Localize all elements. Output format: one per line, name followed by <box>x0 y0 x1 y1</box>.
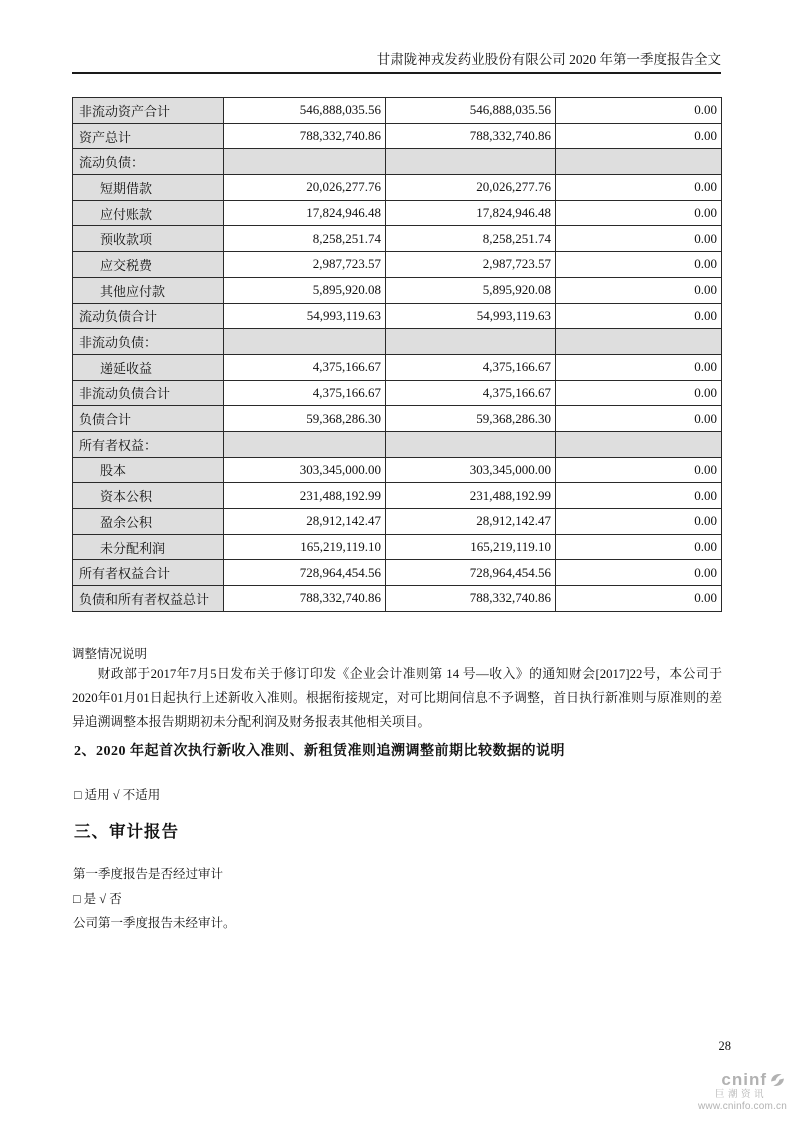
row-value: 728,964,454.56 <box>386 560 556 586</box>
row-value: 28,912,142.47 <box>224 509 386 535</box>
row-value <box>386 329 556 355</box>
row-value <box>556 329 722 355</box>
audit-statement: 公司第一季度报告未经审计。 <box>73 916 236 930</box>
row-value: 165,219,119.10 <box>224 534 386 560</box>
balance-sheet-table <box>72 97 722 612</box>
cninfo-logo-subtitle: 巨潮资讯 <box>714 1089 767 1100</box>
row-value: 0.00 <box>556 303 722 329</box>
audit-report-heading: 三、审计报告 <box>74 822 179 841</box>
row-value: 0.00 <box>556 534 722 560</box>
cninfo-swirl-icon <box>768 1071 787 1089</box>
table-row <box>73 406 722 432</box>
row-label: 预收款项 <box>73 226 224 252</box>
row-label: 非流动负债： <box>73 329 224 355</box>
table-row <box>73 380 722 406</box>
page-number: 28 <box>718 1039 731 1053</box>
row-value: 231,488,192.99 <box>386 483 556 509</box>
table-row <box>73 277 722 303</box>
adjustment-note-paragraph: 财政部于2017年7月5日发布关于修订印发《企业会计准则第 14 号—收入》的通知财会[2017]22号，本公司于2020年01月01日起执行上述新收入准则。根据衔接规定，对可比期间信息不予调整，首日执行新准则与原准则的差异追溯调整本报告期期初未分配利润及财务报表其他相关项目。 <box>72 667 722 729</box>
row-value: 0.00 <box>556 98 722 124</box>
row-value <box>224 329 386 355</box>
row-value: 0.00 <box>556 560 722 586</box>
row-value: 546,888,035.56 <box>224 98 386 124</box>
cninfo-logo-url: www.cninfo.com.cn <box>698 1100 787 1112</box>
row-label: 所有者权益： <box>73 431 224 457</box>
row-value: 2,987,723.57 <box>224 252 386 278</box>
row-label: 非流动资产合计 <box>73 98 224 124</box>
row-value: 0.00 <box>556 175 722 201</box>
table-row <box>73 534 722 560</box>
row-value <box>386 149 556 175</box>
row-value: 4,375,166.67 <box>224 380 386 406</box>
row-value: 2,987,723.57 <box>386 252 556 278</box>
row-value: 303,345,000.00 <box>386 457 556 483</box>
row-value: 20,026,277.76 <box>224 175 386 201</box>
row-value <box>556 149 722 175</box>
cninfo-logo-row <box>698 1071 787 1089</box>
table-row <box>73 98 722 124</box>
row-value: 17,824,946.48 <box>224 200 386 226</box>
row-value: 165,219,119.10 <box>386 534 556 560</box>
restatement-heading: 2、2020 年起首次执行新收入准则、新租赁准则追溯调整前期比较数据的说明 <box>74 744 565 759</box>
table-row <box>73 252 722 278</box>
row-value: 4,375,166.67 <box>386 354 556 380</box>
row-value: 0.00 <box>556 226 722 252</box>
row-value: 0.00 <box>556 354 722 380</box>
row-value: 0.00 <box>556 509 722 535</box>
row-value: 4,375,166.67 <box>224 354 386 380</box>
document-header: 甘肃陇神戎发药业股份有限公司 2020 年第一季度报告全文 <box>72 52 721 74</box>
row-label: 短期借款 <box>73 175 224 201</box>
table-section-row <box>73 149 722 175</box>
audit-question: 第一季度报告是否经过审计 <box>73 867 224 881</box>
row-value: 5,895,920.08 <box>224 277 386 303</box>
balance-sheet-body <box>73 98 722 612</box>
row-value: 0.00 <box>556 277 722 303</box>
row-value: 0.00 <box>556 406 722 432</box>
table-row <box>73 175 722 201</box>
row-label: 负债合计 <box>73 406 224 432</box>
row-label: 盈余公积 <box>73 509 224 535</box>
row-label: 流动负债合计 <box>73 303 224 329</box>
row-value: 59,368,286.30 <box>386 406 556 432</box>
row-value: 788,332,740.86 <box>386 586 556 612</box>
table-row <box>73 303 722 329</box>
row-label: 资产总计 <box>73 123 224 149</box>
adjustment-note-title: 调整情况说明 <box>72 647 148 661</box>
row-label: 递延收益 <box>73 354 224 380</box>
restatement-applicability: □ 适用 √ 不适用 <box>74 788 161 802</box>
row-value: 0.00 <box>556 483 722 509</box>
row-label: 所有者权益合计 <box>73 560 224 586</box>
row-label: 股本 <box>73 457 224 483</box>
table-row <box>73 586 722 612</box>
row-value: 728,964,454.56 <box>224 560 386 586</box>
row-label: 应交税费 <box>73 252 224 278</box>
row-value <box>224 149 386 175</box>
row-value: 54,993,119.63 <box>224 303 386 329</box>
row-value: 788,332,740.86 <box>386 123 556 149</box>
row-label: 负债和所有者权益总计 <box>73 586 224 612</box>
row-value: 17,824,946.48 <box>386 200 556 226</box>
row-value: 546,888,035.56 <box>386 98 556 124</box>
row-value: 0.00 <box>556 252 722 278</box>
table-row <box>73 226 722 252</box>
row-label: 流动负债： <box>73 149 224 175</box>
table-row <box>73 483 722 509</box>
row-value: 59,368,286.30 <box>224 406 386 432</box>
table-row <box>73 560 722 586</box>
row-value: 231,488,192.99 <box>224 483 386 509</box>
row-value: 0.00 <box>556 586 722 612</box>
row-label: 应付账款 <box>73 200 224 226</box>
row-value: 0.00 <box>556 123 722 149</box>
cninfo-logo <box>698 1071 787 1112</box>
audit-answer: □ 是 √ 否 <box>73 892 122 906</box>
row-value <box>386 431 556 457</box>
table-row <box>73 509 722 535</box>
row-value: 8,258,251.74 <box>386 226 556 252</box>
cninfo-logo-text: cninf <box>721 1070 767 1090</box>
row-value: 4,375,166.67 <box>386 380 556 406</box>
row-label: 非流动负债合计 <box>73 380 224 406</box>
table-row <box>73 354 722 380</box>
row-value: 20,026,277.76 <box>386 175 556 201</box>
row-value: 788,332,740.86 <box>224 586 386 612</box>
row-label: 资本公积 <box>73 483 224 509</box>
row-label: 未分配利润 <box>73 534 224 560</box>
row-value <box>224 431 386 457</box>
table-row <box>73 457 722 483</box>
row-value: 0.00 <box>556 457 722 483</box>
table-section-row <box>73 329 722 355</box>
row-value: 28,912,142.47 <box>386 509 556 535</box>
row-value: 0.00 <box>556 380 722 406</box>
row-value: 788,332,740.86 <box>224 123 386 149</box>
table-row <box>73 200 722 226</box>
table-row <box>73 123 722 149</box>
row-value <box>556 431 722 457</box>
row-value: 303,345,000.00 <box>224 457 386 483</box>
row-value: 5,895,920.08 <box>386 277 556 303</box>
row-value: 8,258,251.74 <box>224 226 386 252</box>
row-value: 54,993,119.63 <box>386 303 556 329</box>
row-value: 0.00 <box>556 200 722 226</box>
row-label: 其他应付款 <box>73 277 224 303</box>
table-section-row <box>73 431 722 457</box>
